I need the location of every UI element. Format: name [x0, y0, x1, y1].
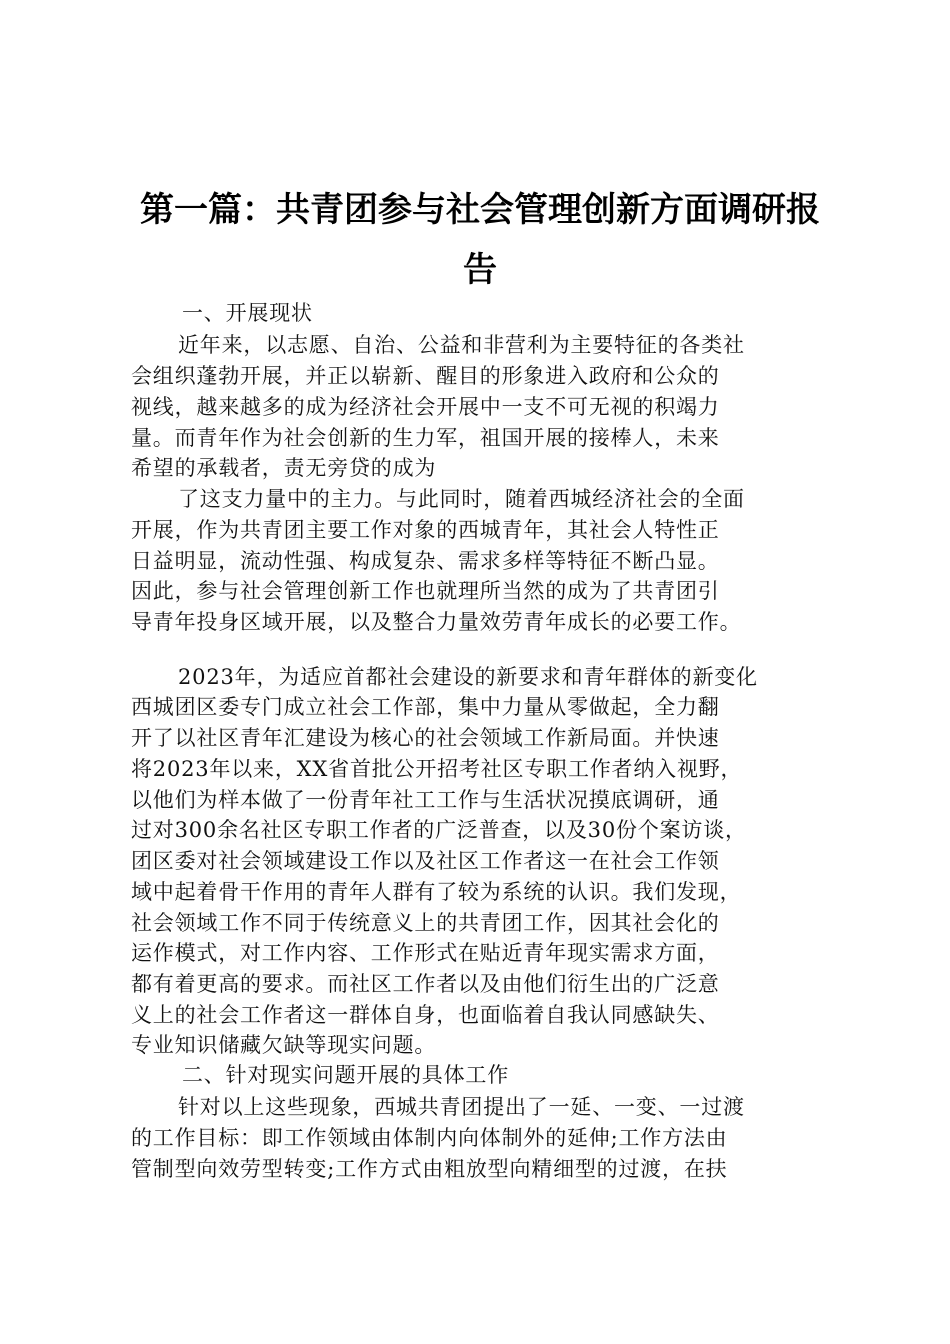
section-heading-2: 二、针对现实问题开展的具体工作 [182, 1063, 509, 1087]
paragraph-line: 以他们为样本做了一份青年社工工作与生活状况摸底调研，通 [131, 788, 720, 812]
document-title-line-1: 第一篇：共青团参与社会管理创新方面调研报 [140, 190, 820, 230]
paragraph-line: 针对以上这些现象，西城共青团提出了一延、一变、一过渡 [178, 1095, 745, 1119]
paragraph-line: 开展，作为共青团主要工作对象的西城青年，其社会人特性正 [131, 518, 720, 542]
paragraph-line: 将2023年以来，XX省首批公开招考社区专职工作者纳入视野， [131, 757, 743, 781]
paragraph-line: 因此，参与社会管理创新工作也就理所当然的成为了共青团引 [131, 579, 720, 603]
paragraph-line: 域中起着骨干作用的青年人群有了较为系统的认识。我们发现， [131, 880, 742, 904]
paragraph-line: 西城团区委专门成立社会工作部，集中力量从零做起，全力翻 [131, 695, 720, 719]
paragraph-line: 开了以社区青年汇建设为核心的社会领域工作新局面。并快速 [131, 726, 720, 750]
paragraph-line: 团区委对社会领域建设工作以及社区工作者这一在社会工作领 [131, 849, 720, 873]
paragraph-line: 都有着更高的要求。而社区工作者以及由他们衍生出的广泛意 [131, 972, 720, 996]
paragraph-line: 义上的社会工作者这一群体自身，也面临着自我认同感缺失、 [131, 1003, 720, 1027]
paragraph-line: 社会领域工作不同于传统意义上的共青团工作，因其社会化的 [131, 911, 720, 935]
paragraph-line: 近年来，以志愿、自治、公益和非营利为主要特征的各类社 [178, 333, 745, 357]
document-title-line-2: 告 [463, 250, 497, 290]
section-heading-1: 一、开展现状 [182, 301, 313, 325]
paragraph-line: 视线，越来越多的成为经济社会开展中一支不可无视的积竭力 [131, 395, 720, 419]
paragraph-line: 量。而青年作为社会创新的生力军，祖国开展的接棒人，未来 [131, 426, 720, 450]
paragraph-line: 了这支力量中的主力。与此同时，随着西城经济社会的全面 [178, 487, 745, 511]
paragraph-line: 运作模式，对工作内容、工作形式在贴近青年现实需求方面， [131, 941, 720, 965]
paragraph-line: 过对300余名社区专职工作者的广泛普查，以及30份个案访谈， [131, 818, 747, 842]
paragraph-line: 希望的承载者，责无旁贷的成为 [131, 456, 437, 480]
paragraph-line: 的工作目标：即工作领域由体制内向体制外的延伸;工作方法由 [131, 1126, 728, 1150]
paragraph-line: 日益明显，流动性强、构成复杂、需求多样等特征不断凸显。 [131, 549, 720, 573]
paragraph-line: 管制型向效劳型转变;工作方式由粗放型向精细型的过渡，在扶 [131, 1157, 728, 1181]
paragraph-line: 导青年投身区域开展，以及整合力量效劳青年成长的必要工作。 [131, 610, 742, 634]
paragraph-line: 专业知识储藏欠缺等现实问题。 [131, 1033, 437, 1057]
paragraph-line: 2023年，为适应首都社会建设的新要求和青年群体的新变化 [178, 665, 758, 689]
paragraph-line: 会组织蓬勃开展，并正以崭新、醒目的形象进入政府和公众的 [131, 364, 720, 388]
